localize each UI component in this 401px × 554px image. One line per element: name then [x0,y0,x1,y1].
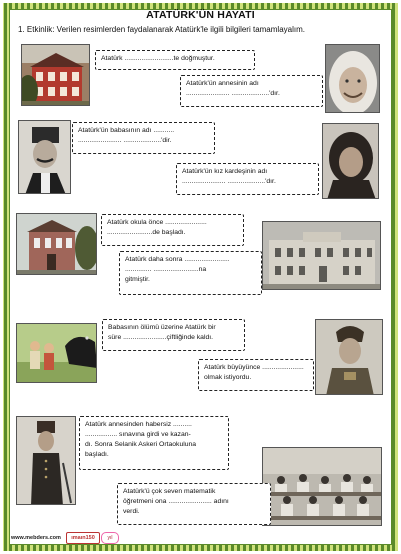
later-school-box[interactable]: Atatürk daha sonra ........................ .............. ........................na gitmiştir. [119,251,262,295]
sister-name-box[interactable]: Atatürk'ün kız kardeşinin adı ....................... ....................'dır. [176,163,319,195]
footer-logo: ımaın150 [66,532,100,544]
birthplace-box[interactable]: Atatürk ..........................te doğmuştur. [95,50,255,70]
sister-photo [322,123,379,199]
farm-box[interactable]: Babasının ölümü üzerine Atatürk bir süre .......................çiftliğinde kaldı. [102,319,245,351]
page-title: ATATÜRK'ÜN HAYATI [146,9,255,21]
mother-photo [325,44,380,113]
later-school-photo [262,221,381,290]
mother-name-box[interactable]: Atatürk'ün annesinin adı ....................... ....................'dır. [180,75,323,107]
instruction-text: 1. Etkinlik: Verilen resimlerden faydalanarak Atatürk'le ilgili bilgileri tamamlayalım. [18,25,305,34]
military-exam-box[interactable]: Atatürk annesinden habersiz .......... ................. sınavına girdi ve kazan- dı. Sonra Selanik Askeri Ortaokuluna başladı. [79,416,229,470]
first-school-photo [16,213,97,275]
first-school-box[interactable]: Atatürk okula önce ...................... ........................de başladı. [101,214,244,246]
footer-badge: yıl [101,532,119,544]
house-photo [21,44,90,106]
career-wish-box[interactable]: Atatürk büyüyünce ...................... olmak istiyordu. [198,359,314,391]
farm-children-photo [16,323,97,383]
footer-website: www.mebders.com [11,535,61,541]
father-photo [18,120,71,194]
father-name-box[interactable]: Atatürk'ün babasının adı ........... ....................... ....................'dir. [72,122,215,154]
ataturk-uniform-photo [315,319,383,395]
classroom-photo [262,447,382,526]
cadet-photo [16,416,76,505]
teacher-name-box[interactable]: Atatürk'ü çok seven matematik öğretmeni ona ....................... adını verdi. [117,483,271,525]
